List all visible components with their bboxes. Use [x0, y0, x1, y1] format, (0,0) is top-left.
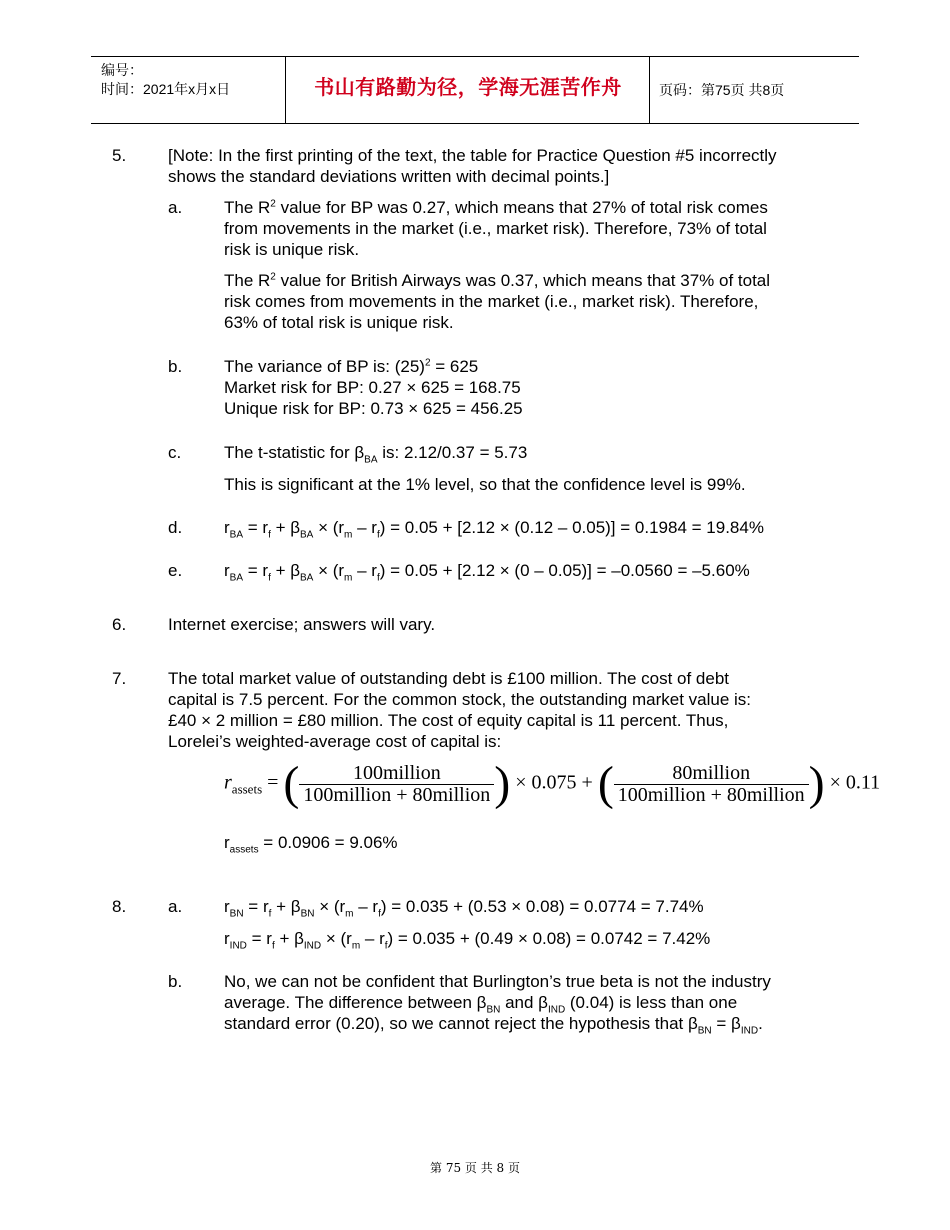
- header-id-label: 编号：: [101, 62, 143, 78]
- item-letter: b.: [168, 357, 183, 376]
- q5a-p2-line-3: 63% of total risk is unique risk.: [224, 313, 454, 332]
- header-divider: [285, 57, 286, 123]
- q5e-formula: $r_{BA} = r_f + \beta_{BA} \times (r_m - r_f) = 0.05 + [2.12 \times (0 - 0.05)] = -0.0560 = -5.60\%$: [224, 561, 750, 584]
- q5a-p1-line-3: risk is unique risk.: [224, 240, 360, 259]
- header-divider: [649, 57, 650, 123]
- wacc-equation: $r_{assets}$ = ( $\frac{\text{100million}}{\text{100million + 80million}}$ ) × 0.075 + ( $\frac{\text{80million}}{\text{100million + 80million}}$ ) × 0.11: [224, 757, 881, 810]
- header-time-label: 时间：2021年x月x日: [101, 81, 231, 97]
- question-number: 6.: [112, 615, 127, 634]
- q8a-line-1: $r_{BN} = r_f + \beta_{BN} \times (r_m - r_f) = 0.035 + (0.53 \times 0.08) = 0.0774 = 7.74\%$: [224, 897, 704, 920]
- q5-note: [168, 145, 777, 187]
- question-number: 5.: [112, 146, 127, 165]
- q5d-formula: $r_{BA} = r_f + \beta_{BA} \times (r_m - r_f) = 0.05 + [2.12 \times (0.12 - 0.05)] = 0.1984 = 19.84\%$: [224, 518, 764, 541]
- q5b-line-3: Unique risk for BP: 0.73 × 625 = 456.25: [224, 399, 523, 418]
- q6-text: Internet exercise; answers will vary.: [168, 615, 436, 634]
- question-number: 8.: [112, 897, 127, 916]
- item-letter: c.: [168, 443, 182, 462]
- item-letter: d.: [168, 518, 183, 537]
- q7-result: $r_{assets} = 0.0906 = 9.06\%$: [224, 833, 398, 856]
- header-motto: 书山有路勤为径，学海无涯苦作舟: [314, 75, 622, 99]
- q5b-line-1: The variance of BP is: $(25)^2 = 625$: [224, 357, 479, 376]
- q5c-line-1: The t-statistic for $\beta_{BA}$ is: 2.12/0.37 = 5.73: [224, 443, 528, 466]
- debt-weight-fraction: $\frac{\text{100million}}{\text{100million + 80million}}$: [299, 763, 494, 806]
- q5a-p1-line-2: from movements in the market (i.e., market risk). Therefore, 73% of total: [224, 219, 767, 238]
- equity-weight-fraction: $\frac{\text{80million}}{\text{100million + 80million}}$: [614, 763, 809, 806]
- item-letter: a.: [168, 198, 183, 217]
- q7-line-2: capital is 7.5 percent. For the common stock, the outstanding market value is:: [168, 690, 752, 709]
- q8a-line-2: $r_{IND} = r_f + \beta_{IND} \times (r_m - r_f) = 0.035 + (0.49 \times 0.08) = 0.0742 = 7.42\%$: [224, 929, 711, 952]
- q5-note-line-1: [Note: In the first printing of the text, the table for Practice Question #5 incorrectly: [168, 146, 777, 165]
- q7-line-3: £40 × 2 million = £80 million. The cost of equity capital is 11 percent. Thus,: [168, 711, 729, 730]
- q8b-text: [224, 971, 771, 1037]
- q5b-line-2: Market risk for BP: 0.27 × 625 = 168.75: [224, 378, 521, 397]
- q8b-line-1: No, we can not be confident that Burlington’s true beta is not the industry: [224, 972, 771, 991]
- q8b-line-3: standard error (0.20), so we cannot reject the hypothesis that $\beta_{BN} = \beta_{IND}$.: [224, 1014, 763, 1037]
- q5a-paragraph-1: [224, 197, 768, 260]
- q7-line-4: Lorelei’s weighted-average cost of capital is:: [168, 732, 502, 751]
- q8b-line-2: average. The difference between $\beta_{BN}$ and $\beta_{IND}$ (0.04) is less than one: [224, 993, 738, 1016]
- q7-line-1: The total market value of outstanding debt is £100 million. The cost of debt: [168, 669, 730, 688]
- q5a-p1-line-1: The $R^2$ value for BP was 0.27, which means that 27% of total risk comes: [224, 198, 768, 217]
- item-letter: e.: [168, 561, 183, 580]
- question-number: 7.: [112, 669, 127, 688]
- q5c-line-2: This is significant at the 1% level, so that the confidence level is 99%.: [224, 475, 746, 494]
- q5-note-line-2: shows the standard deviations written with decimal points.]: [168, 167, 610, 186]
- page-footer: 第 75 页 共 8 页: [430, 1161, 520, 1175]
- header-page-label: 页码：第75页 共8页: [659, 82, 785, 98]
- page-header: [91, 56, 859, 124]
- q5a-p2-line-2: risk comes from movements in the market (i.e., market risk). Therefore,: [224, 292, 759, 311]
- q5a-paragraph-2: [224, 270, 770, 333]
- q7-text: [168, 668, 751, 752]
- item-letter: a.: [168, 897, 183, 916]
- q5a-p2-line-1: The $R^2$ value for British Airways was 0.37, which means that 37% of total: [224, 271, 771, 290]
- q5b-text: [224, 356, 523, 419]
- header-meta: [101, 61, 230, 99]
- item-letter: b.: [168, 972, 183, 991]
